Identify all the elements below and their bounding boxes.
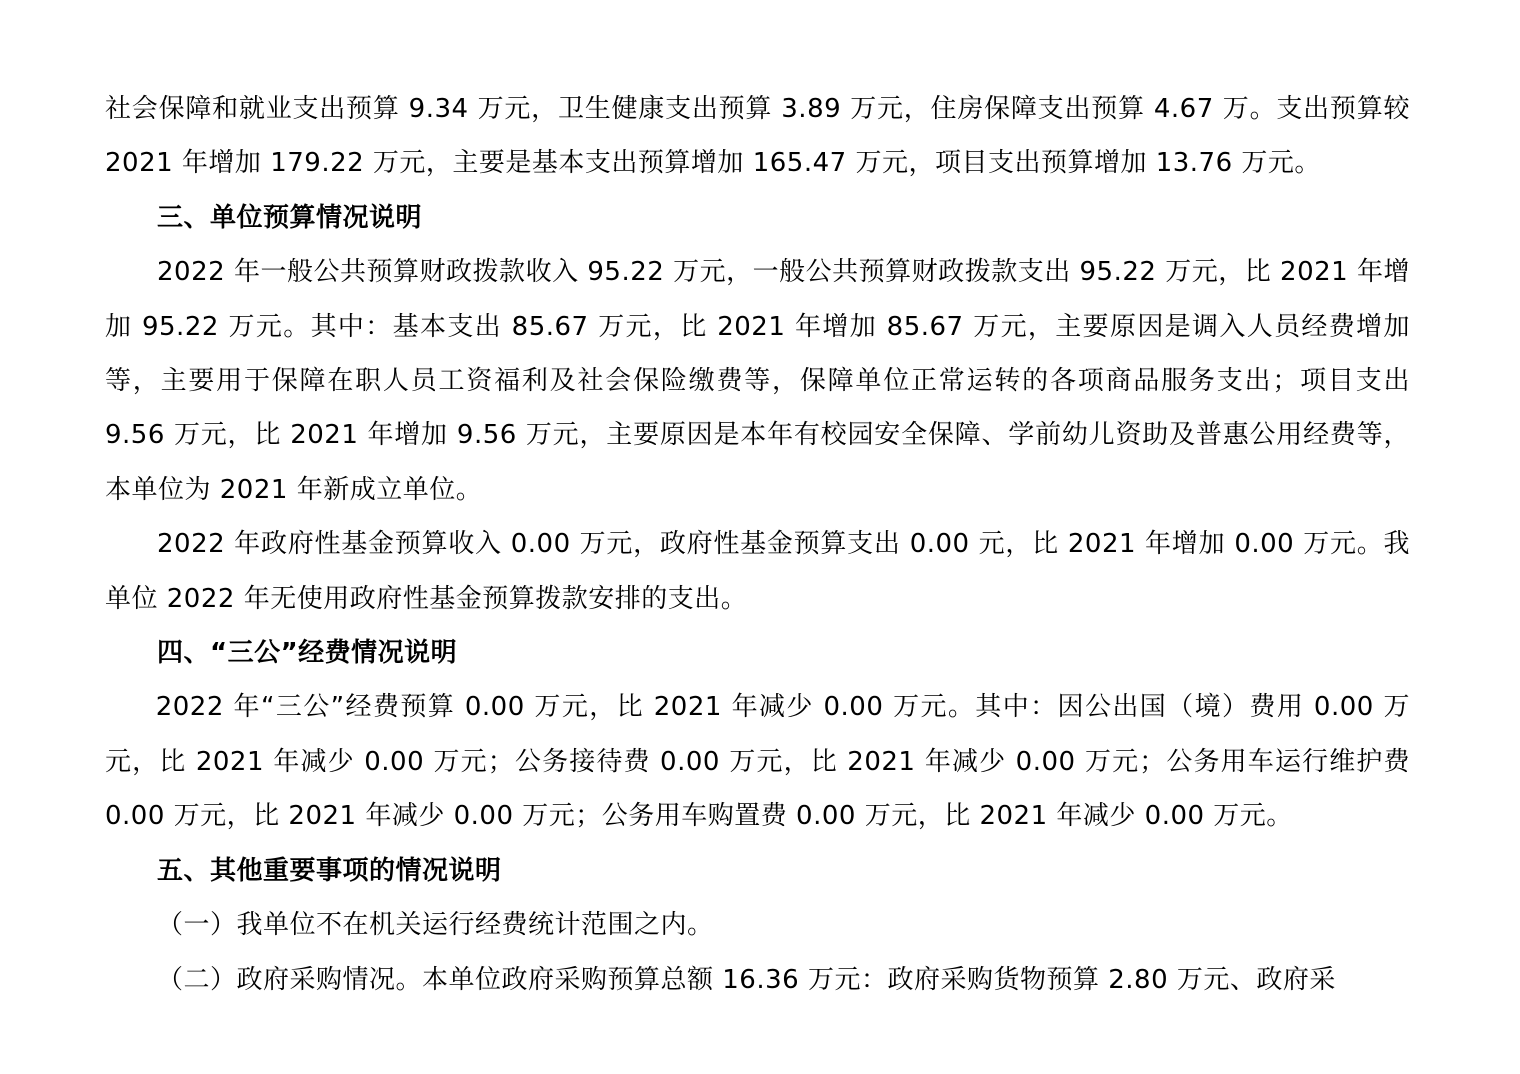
section-heading-unit-budget: 三、单位预算情况说明 <box>157 202 423 233</box>
section-heading-three-public-expenses: 四、“三公”经费情况说明 <box>157 638 458 669</box>
paragraph-government-fund-budget: 2022 年政府性基金预算收入 0.00 万元，政府性基金预算支出 0.00 元，比 2021 年增加 0.00 万元。我单位 2022 年无使用政府性基金预算拨款安排的支出。 <box>105 529 1411 614</box>
document-page <box>105 82 1410 1007</box>
paragraph-other-item-1: （一）我单位不在机关运行经费统计范围之内。 <box>157 910 714 941</box>
section-heading-other-matters: 五、其他重要事项的情况说明 <box>157 855 502 886</box>
paragraph-other-item-2: （二）政府采购情况。本单位政府采购预算总额 16.36 万元：政府采购货物预算 2.80 万元、政府采 <box>157 964 1336 995</box>
paragraph-general-public-budget: 2022 年一般公共预算财政拨款收入 95.22 万元，一般公共预算财政拨款支出 95.22 万元，比 2021 年增加 95.22 万元。其中：基本支出 85.67 万元，比 2021 年增加 85.67 万元，主要原因是调入人员经费增加等，主要用于保障在职人员工资福利及社会保险缴费等，保障单位正常运转的各项商品服务支出；项目支出 9.56 万元，比 2021 年增加 9.56 万元，主要原因是本年有校园安全保障、学前幼儿资助及普惠公用经费等，本单位为 2021 年新成立单位。 <box>105 257 1410 505</box>
paragraph-expenditure-continuation: 社会保障和就业支出预算 9.34 万元，卫生健康支出预算 3.89 万元，住房保障支出预算 4.67 万。支出预算较 2021 年增加 179.22 万元，主要是基本支出预算增加 165.47 万元，项目支出预算增加 13.76 万元。 <box>105 94 1410 179</box>
paragraph-three-public-expenses: 2022 年“三公”经费预算 0.00 万元，比 2021 年减少 0.00 万元。其中：因公出国（境）费用 0.00 万元，比 2021 年减少 0.00 万元；公务接待费 0.00 万元，比 2021 年减少 0.00 万元；公务用车运行维护费 0.00 万元，比 2021 年减少 0.00 万元；公务用车购置费 0.00 万元，比 2021 年减少 0.00 万元。 <box>105 692 1410 832</box>
